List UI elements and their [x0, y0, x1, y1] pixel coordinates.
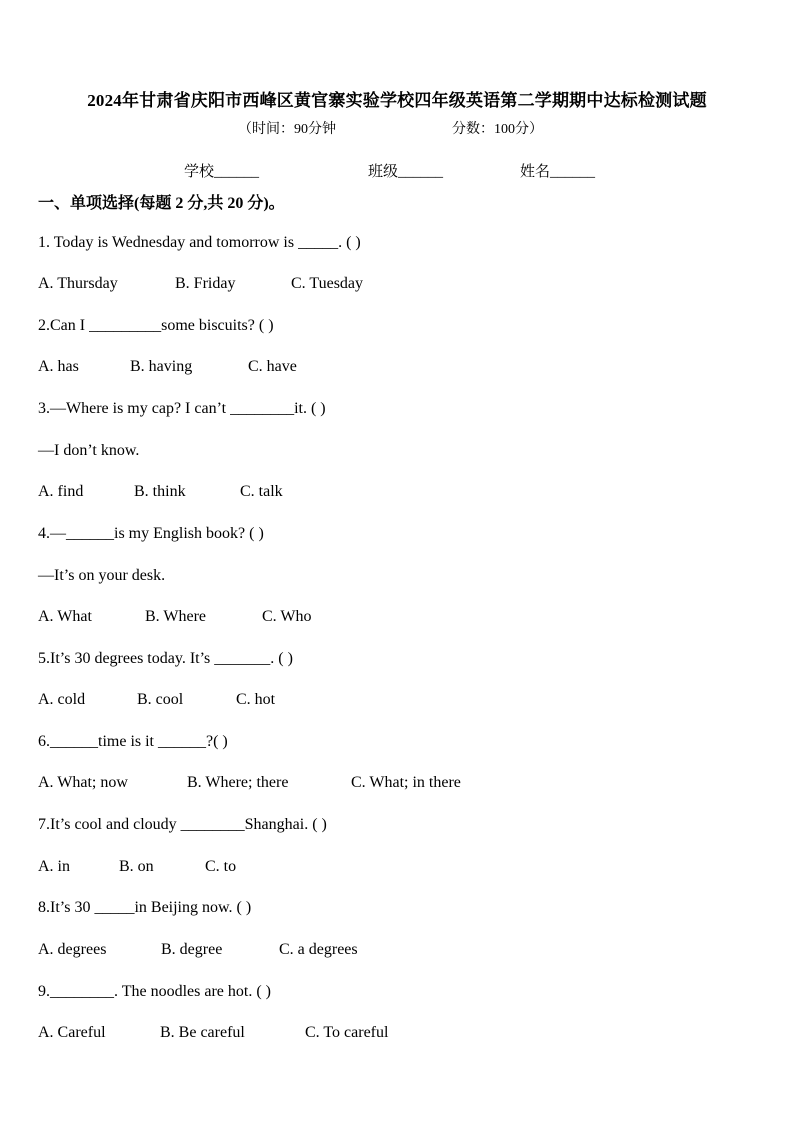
question-9: 9.________. The noodles are hot. ( ) — [38, 983, 271, 1000]
option-c: C. a degrees — [279, 941, 358, 958]
option-a: A. degrees — [38, 941, 107, 958]
question-3-reply: —I don’t know. — [38, 442, 140, 459]
exam-title: 2024年甘肃省庆阳市西峰区黄官寨实验学校四年级英语第二学期期中达标检测试题 — [87, 91, 707, 110]
option-a: A. What; now — [38, 774, 128, 791]
option-b: B. having — [130, 358, 193, 375]
options-6 — [38, 774, 461, 792]
options-2 — [38, 358, 297, 376]
name-field: 姓名______ — [520, 164, 596, 180]
question-2: 2.Can I _________some biscuits? ( ) — [38, 317, 274, 334]
option-c: C. talk — [240, 483, 283, 500]
option-c: C. What; in there — [351, 774, 461, 791]
option-a: A. find — [38, 483, 84, 500]
class-field: 班级______ — [368, 164, 444, 180]
option-c: C. to — [205, 858, 237, 875]
option-c: C. Who — [262, 608, 312, 625]
question-1: 1. Today is Wednesday and tomorrow is _____. ( ) — [38, 234, 361, 251]
section-title: 一、单项选择(每题 2 分,共 20 分)。 — [38, 195, 285, 212]
exam-score: 分数：100分） — [452, 122, 543, 137]
option-b: B. Friday — [175, 275, 236, 292]
school-field: 学校______ — [184, 164, 260, 180]
option-a: A. Thursday — [38, 275, 118, 292]
option-c: C. Tuesday — [291, 275, 364, 292]
question-6: 6.______time is it ______?( ) — [38, 733, 228, 750]
option-c: C. To careful — [305, 1024, 389, 1041]
options-8 — [38, 941, 358, 959]
option-a: A. cold — [38, 691, 86, 708]
option-b: B. degree — [161, 941, 223, 958]
option-a: A. has — [38, 358, 79, 375]
option-b: B. Where — [145, 608, 207, 625]
options-5 — [38, 691, 275, 709]
options-1 — [38, 275, 363, 293]
option-b: B. Be careful — [160, 1024, 245, 1041]
option-c: C. hot — [236, 691, 276, 708]
question-5: 5.It’s 30 degrees today. It’s _______. ( ) — [38, 650, 293, 667]
question-3: 3.—Where is my cap? I can’t ________it. ( ) — [38, 400, 326, 417]
option-c: C. have — [248, 358, 297, 375]
question-8: 8.It’s 30 _____in Beijing now. ( ) — [38, 899, 252, 916]
options-7 — [38, 858, 236, 876]
exam-time: （时间：90分钟 — [238, 122, 336, 137]
options-4 — [38, 608, 311, 626]
question-4-reply: —It’s on your desk. — [38, 567, 166, 584]
option-b: B. Where; there — [187, 774, 289, 791]
options-3 — [38, 483, 283, 501]
option-a: A. Careful — [38, 1024, 106, 1041]
option-a: A. in — [38, 858, 70, 875]
options-9 — [38, 1024, 388, 1042]
question-7: 7.It’s cool and cloudy ________Shanghai. ( ) — [38, 816, 327, 833]
option-b: B. on — [119, 858, 154, 875]
option-b: B. think — [134, 483, 186, 500]
option-a: A. What — [38, 608, 92, 625]
option-b: B. cool — [137, 691, 184, 708]
question-4: 4.—______is my English book? ( ) — [38, 525, 264, 542]
